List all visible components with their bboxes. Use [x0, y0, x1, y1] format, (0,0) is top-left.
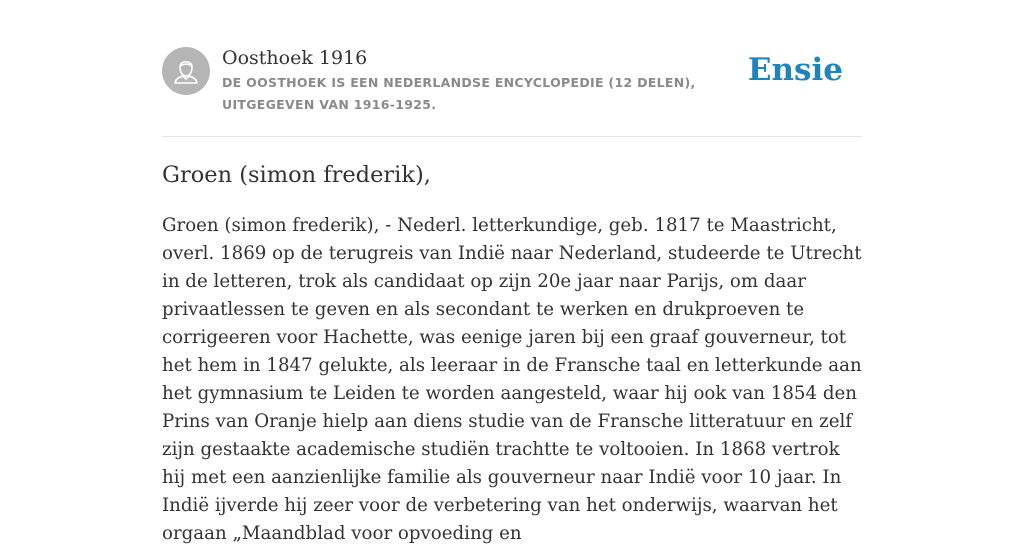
source-avatar[interactable] — [162, 47, 210, 95]
user-silhouette-icon — [162, 47, 210, 95]
entry-body: Groen (simon frederik), - Nederl. letterkundige, geb. 1817 te Maastricht, overl. 1869 op de terugreis van Indië naar Nederland, studeerde te Utrecht in de letteren, trok als candidaat op zijn 20e jaar naar Parijs, om daar privaatlessen te geven en als secondant te werken en drukproeven te corrigeeren voor Hachette, was eenige jaren bij een graaf gouverneur, tot het hem in 1847 gelukte, als leeraar in de Fransche taal en letterkunde aan het gymnasium te Leiden te worden aangesteld, waar hij ook van 1854 den Prins van Oranje hielp aan diens studie van de Fransche litteratuur en zelf zijn gestaakte academische studiën trachtte te voltooien. In 1868 vertrok hij met een aanzienlijke familie als gouverneur naar Indië voor 10 jaar. In Indië ijverde hij zeer voor de verbetering van het onderwijs, waarvan het orgaan „Maandblad voor opvoeding en — [162, 215, 862, 544]
source-header — [162, 44, 862, 137]
entry-title: Groen (simon frederik), — [162, 162, 431, 188]
source-title[interactable]: Oosthoek 1916 — [222, 47, 368, 69]
source-description: DE OOSTHOEK IS EEN NEDERLANDSE ENCYCLOPEDIE (12 DELEN), UITGEGEVEN VAN 1916-1925. — [222, 75, 696, 112]
ensie-logo[interactable]: Ensie — [747, 52, 843, 88]
